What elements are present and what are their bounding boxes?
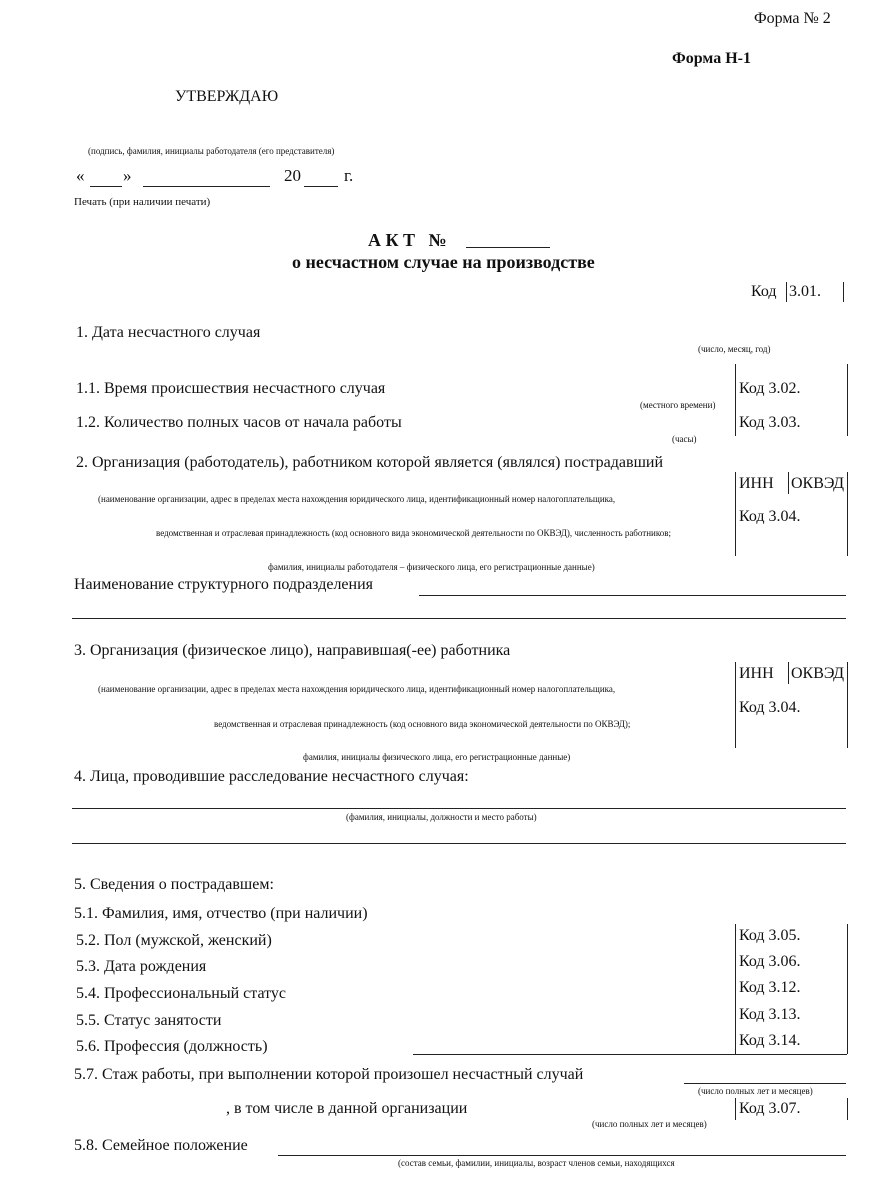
subdivision-field-line-2[interactable] <box>72 618 846 619</box>
form-name: Форма Н-1 <box>672 50 751 67</box>
code-column-right-1 <box>847 364 848 436</box>
date-open-quote: « <box>76 166 85 185</box>
investigators-label: 4. Лица, проводившие расследование несчастного случая: <box>74 768 469 785</box>
inn-okved-divider-3 <box>788 662 789 684</box>
code-3-03: Код 3.03. <box>739 414 801 431</box>
code-3-05: Код 3.05. <box>739 927 801 944</box>
victim-employment-label: 5.5. Статус занятости <box>76 1012 222 1029</box>
employer-caption-2: ведомственная и отраслевая принадлежность (код основного вида экономической деятельности по ОКВЭД), численность работников; <box>156 528 672 538</box>
act-number-field[interactable] <box>466 247 550 248</box>
code-3-04: Код 3.04. <box>739 508 801 525</box>
stamp-caption: Печать (при наличии печати) <box>74 196 211 208</box>
code-column-left-3 <box>735 662 736 748</box>
form-number: Форма № 2 <box>754 10 831 27</box>
victim-family-label: 5.8. Семейное положение <box>74 1137 248 1154</box>
victim-profession-label: 5.6. Профессия (должность) <box>76 1038 268 1055</box>
inn-label-2: ИНН <box>739 665 774 682</box>
code-3-06: Код 3.06. <box>739 953 801 970</box>
code-3-12: Код 3.12. <box>739 979 801 996</box>
victim-fio-label: 5.1. Фамилия, имя, отчество (при наличии) <box>74 905 368 922</box>
code-column-right-2 <box>847 472 848 556</box>
victim-family-field[interactable] <box>278 1155 846 1156</box>
victim-family-caption: (состав семьи, фамилии, инициалы, возраст членов семьи, находящихся <box>398 1158 675 1168</box>
okved-label: ОКВЭД <box>791 475 845 492</box>
sending-org-caption-2: ведомственная и отраслевая принадлежность (код основного вида экономической деятельности по ОКВЭД); <box>214 719 631 729</box>
inn-label: ИНН <box>739 475 774 492</box>
date-year-field[interactable] <box>304 186 338 187</box>
code-3-14: Код 3.14. <box>739 1032 801 1049</box>
code-box-right <box>843 282 844 302</box>
subdivision-label: Наименование структурного подразделения <box>74 576 374 593</box>
investigators-field[interactable] <box>72 808 846 809</box>
code-box-left <box>786 282 787 302</box>
approve-heading: УТВЕРЖДАЮ <box>175 88 279 105</box>
sending-org-caption-1: (наименование организации, адрес в пределах места нахождения юридического лица, идентификационный номер налогоплательщика, <box>98 684 616 694</box>
victim-experience-field[interactable] <box>684 1083 846 1084</box>
investigators-caption: (фамилия, инициалы, должности и место работы) <box>346 812 537 822</box>
code-column-right-6 <box>847 1098 848 1120</box>
kod-label: Код <box>751 283 777 300</box>
code-column-left-1 <box>735 364 736 436</box>
year-suffix: г. <box>344 166 354 185</box>
employer-label: 2. Организация (работодатель), работником которой является (являлся) пострадавший <box>76 454 664 471</box>
subdivision-field[interactable] <box>419 595 846 596</box>
act-title: А К Т № <box>368 230 447 250</box>
victim-sex-label: 5.2. Пол (мужской, женский) <box>76 932 272 949</box>
work-hours-caption: (часы) <box>672 434 697 444</box>
employer-caption-3: фамилия, инициалы работодателя – физического лица, его регистрационные данные) <box>268 562 595 572</box>
code-column-right-3 <box>847 662 848 748</box>
inn-okved-divider-2 <box>788 472 789 494</box>
work-hours-label: 1.2. Количество полных часов от начала работы <box>76 414 402 431</box>
code-column-left-5 <box>735 924 736 1054</box>
sending-org-caption-3: фамилия, инициалы физического лица, его регистрационные данные) <box>303 752 571 762</box>
signature-caption: (подпись, фамилия, инициалы работодателя (его представителя) <box>88 146 335 156</box>
victim-in-org-label: , в том числе в данной организации <box>226 1100 468 1117</box>
code-3-02: Код 3.02. <box>739 380 801 397</box>
code-3-04-second: Код 3.04. <box>739 699 801 716</box>
accident-time-label: 1.1. Время происшествия несчастного случая <box>76 380 386 397</box>
sending-org-label: 3. Организация (физическое лицо), направившая(-ее) работника <box>74 642 511 659</box>
code-column-right-5 <box>847 924 848 1054</box>
employer-caption-1: (наименование организации, адрес в пределах места нахождения юридического лица, идентификационный номер налогоплательщика, <box>98 494 616 504</box>
code-column-left-2 <box>735 472 736 556</box>
victim-info-heading: 5. Сведения о пострадавшем: <box>74 876 274 893</box>
act-subtitle: о несчастном случае на производстве <box>292 252 595 272</box>
okved-label-2: ОКВЭД <box>791 665 845 682</box>
accident-date-caption: (число, месяц, год) <box>698 344 771 354</box>
year-prefix: 20 <box>284 166 301 185</box>
accident-date-label: 1. Дата несчастного случая <box>76 324 261 341</box>
victim-experience-label: 5.7. Стаж работы, при выполнении которой произошел несчастный случай <box>74 1066 584 1083</box>
date-day-field[interactable] <box>90 186 122 187</box>
victim-in-org-caption: (число полных лет и месяцев) <box>592 1119 707 1129</box>
victim-prof-status-label: 5.4. Профессиональный статус <box>76 985 287 1002</box>
date-month-field[interactable] <box>143 186 270 187</box>
victim-experience-caption: (число полных лет и месяцев) <box>698 1086 813 1096</box>
code-3-07: Код 3.07. <box>739 1100 801 1117</box>
code-column-left-6 <box>735 1098 736 1120</box>
investigators-field-line-2[interactable] <box>72 843 846 844</box>
date-close-quote: » <box>123 166 132 185</box>
code-3-01: 3.01. <box>789 283 821 300</box>
code-3-13: Код 3.13. <box>739 1006 801 1023</box>
victim-profession-field[interactable] <box>413 1054 847 1055</box>
victim-birth-label: 5.3. Дата рождения <box>76 958 207 975</box>
accident-time-caption: (местного времени) <box>640 400 716 410</box>
